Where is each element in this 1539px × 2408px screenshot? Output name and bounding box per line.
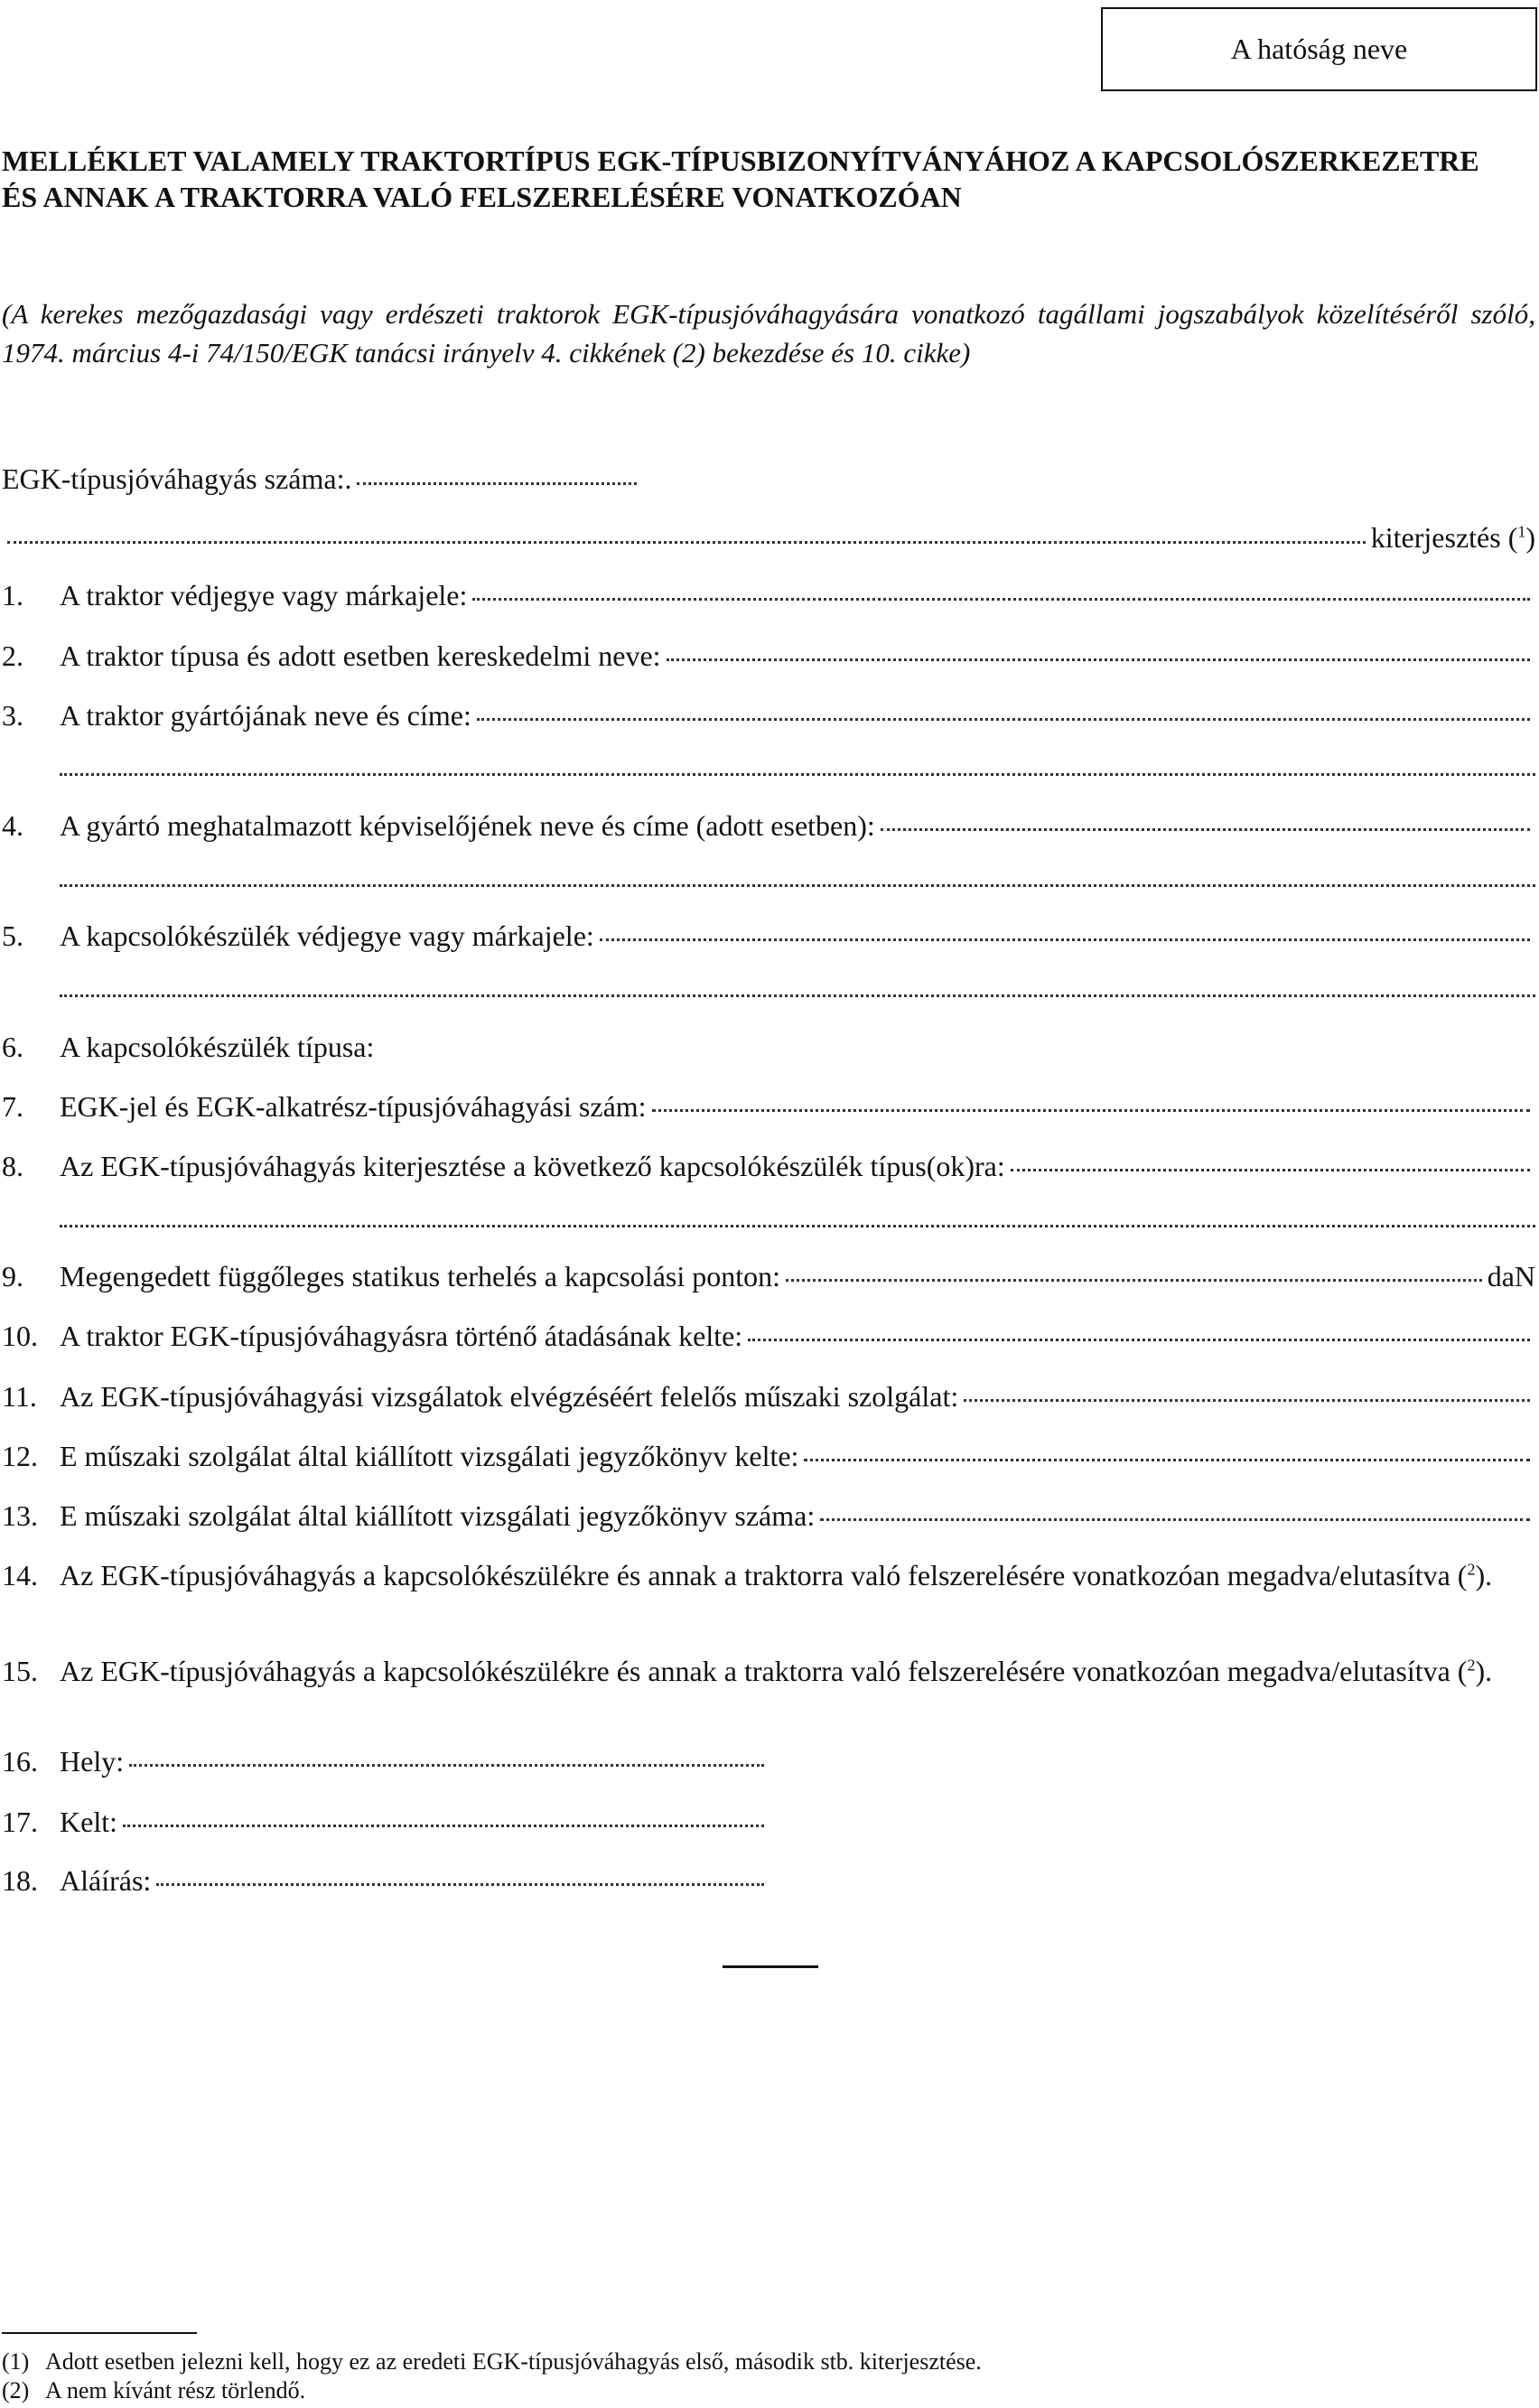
field-blank[interactable] (1011, 1147, 1530, 1171)
field-label: Aláírás: (60, 1864, 152, 1897)
field-3[interactable] (2, 696, 1535, 734)
field-7[interactable] (2, 1087, 1535, 1125)
field-label: Az EGK-típusjóváhagyás kiterjesztése a következő kapcsolókészülék típus(ok)ra: (60, 1150, 1005, 1182)
field-1[interactable] (2, 576, 1535, 614)
approval-number-label: EGK-típusjóváhagyás száma:. (2, 462, 352, 495)
field-blank[interactable] (477, 696, 1530, 721)
field-5[interactable] (2, 917, 1535, 955)
footnote-1 (2, 2347, 1535, 2377)
field-number: 15. (2, 1655, 38, 1687)
field-label: A traktor védjegye vagy márkajele: (60, 579, 468, 611)
field-number: 13. (2, 1499, 38, 1532)
footnote-rule (2, 2332, 197, 2334)
field-15[interactable] (2, 1652, 1535, 1691)
field-label: A gyártó meghatalmazott képviselőjének neve és címe (adott esetben): (60, 809, 875, 842)
field-label: Az EGK-típusjóváhagyási vizsgálatok elvégzéséért felelős műszaki szolgálat: (60, 1380, 959, 1413)
field-11[interactable] (2, 1377, 1535, 1415)
footnote-text: A nem kívánt rész törlendő. (45, 2377, 306, 2403)
extension-label: kiterjesztés ($^1$) (1370, 521, 1535, 554)
field-6[interactable] (2, 1028, 1535, 1066)
footnote-ref-2: 2 (1467, 1560, 1476, 1579)
field-label: EGK-jel és EGK-alkatrész-típusjóváhagyási szám: (60, 1090, 647, 1123)
title-line-1: MELLÉKLET VALAMELY TRAKTORTÍPUS EGK-TÍPUSBIZONYÍTVÁNYÁHOZ A KAPCSOLÓSZERKEZETRE (2, 145, 1479, 177)
field-label: Az EGK-típusjóváhagyás a kapcsolókészülékre és annak a traktorra való felszerelésére vonatkozóan megadva/elutasítva ($^2$). (60, 1655, 1493, 1687)
field-number: 10. (2, 1320, 38, 1352)
field-label: Kelt: (60, 1806, 117, 1838)
approval-number-field[interactable] (2, 461, 1535, 497)
field-12[interactable] (2, 1437, 1535, 1475)
field-blank[interactable] (786, 1257, 1482, 1282)
field-blank[interactable] (156, 1862, 764, 1886)
field-3-continuation-blank[interactable] (60, 751, 1535, 776)
field-10[interactable] (2, 1317, 1535, 1355)
field-number: 8. (2, 1150, 23, 1182)
field-label: A traktor EGK-típusjóváhagyásra történő átadásának kelte: (60, 1320, 743, 1352)
field-label: Megengedett függőleges statikus terhelés a kapcsolási ponton: (60, 1260, 781, 1293)
field-label: A traktor típusa és adott esetben kereskedelmi neve: (60, 639, 661, 672)
field-number: 18. (2, 1864, 38, 1897)
section-divider (723, 1965, 818, 1968)
field-number: 14. (2, 1559, 38, 1591)
field-9[interactable] (2, 1257, 1535, 1295)
field-number: 4. (2, 809, 23, 842)
field-4[interactable] (2, 807, 1535, 845)
field-blank[interactable] (748, 1317, 1530, 1341)
field-number: 16. (2, 1745, 38, 1778)
field-number: 7. (2, 1090, 23, 1123)
field-number: 1. (2, 579, 23, 611)
field-5-continuation-blank[interactable] (60, 973, 1535, 997)
field-8-continuation-blank[interactable] (60, 1203, 1535, 1227)
field-label: Az EGK-típusjóváhagyás a kapcsolókészülékre és annak a traktorra való felszerelésére vonatkozóan megadva/elutasítva ($^2$). (60, 1559, 1493, 1591)
field-number: 17. (2, 1806, 38, 1838)
field-label: E műszaki szolgálat által kiállított vizsgálati jegyzőkönyv kelte: (60, 1440, 799, 1472)
field-label: Hely: (60, 1745, 125, 1778)
authority-name: A hatóság neve (1230, 33, 1408, 65)
field-16[interactable] (2, 1742, 770, 1780)
field-blank[interactable] (964, 1377, 1530, 1402)
field-number: 11. (2, 1380, 37, 1413)
field-number: 5. (2, 919, 23, 952)
footnote-ref-2: 2 (1467, 1656, 1476, 1675)
field-2[interactable] (2, 637, 1535, 675)
field-13[interactable] (2, 1497, 1535, 1535)
footnote-text: Adott esetben jelezni kell, hogy ez az eredeti EGK-típusjóváhagyás első, második stb. kiterjesztése. (45, 2348, 982, 2375)
title-line-2: ÉS ANNAK A TRAKTORRA VALÓ FELSZERELÉSÉRE VONATKOZÓAN (2, 181, 962, 213)
field-number: 9. (2, 1260, 23, 1293)
field-18[interactable] (2, 1862, 770, 1899)
unit-label: daN (1487, 1260, 1535, 1293)
field-blank[interactable] (804, 1437, 1530, 1461)
approval-number-blank[interactable] (357, 461, 637, 485)
field-blank[interactable] (129, 1742, 764, 1767)
document-title (2, 143, 1537, 215)
extension-field[interactable] (2, 519, 1535, 555)
field-label: E műszaki szolgálat által kiállított vizsgálati jegyzőkönyv száma: (60, 1499, 816, 1532)
footnote-2 (2, 2375, 1535, 2406)
field-8[interactable] (2, 1147, 1535, 1185)
field-blank[interactable] (820, 1497, 1530, 1521)
footnote-ref-1: 1 (1517, 522, 1526, 541)
field-blank[interactable] (600, 917, 1530, 941)
field-blank[interactable] (652, 1087, 1530, 1112)
footnote-mark: (2) (2, 2377, 30, 2403)
field-blank[interactable] (881, 807, 1530, 831)
field-label: A kapcsolókészülék védjegye vagy márkajele: (60, 919, 594, 952)
legal-reference: (A kerekes mezőgazdasági vagy erdészeti traktorok EGK-típusjóváhagyására vonatkozó tagállami jogszabályok közelítéséről szóló, 1974. március 4-i 74/150/EGK tanácsi irányelv 4. cikkének (2) bekezdése és 10. cikke) (2, 298, 1535, 369)
field-17[interactable] (2, 1803, 770, 1841)
field-number: 12. (2, 1440, 38, 1472)
field-number: 3. (2, 699, 23, 732)
field-number: 6. (2, 1031, 23, 1063)
field-14[interactable] (2, 1556, 1535, 1595)
field-label: A traktor gyártójának neve és címe: (60, 699, 471, 732)
extension-blank[interactable] (7, 519, 1366, 544)
field-blank[interactable] (123, 1803, 764, 1827)
field-blank[interactable] (472, 576, 1530, 601)
field-number: 2. (2, 639, 23, 672)
field-label: A kapcsolókészülék típusa: (60, 1031, 375, 1063)
field-blank[interactable] (667, 637, 1530, 661)
field-4-continuation-blank[interactable] (60, 863, 1535, 887)
footnote-mark: (1) (2, 2348, 30, 2375)
authority-name-box (1101, 7, 1537, 91)
